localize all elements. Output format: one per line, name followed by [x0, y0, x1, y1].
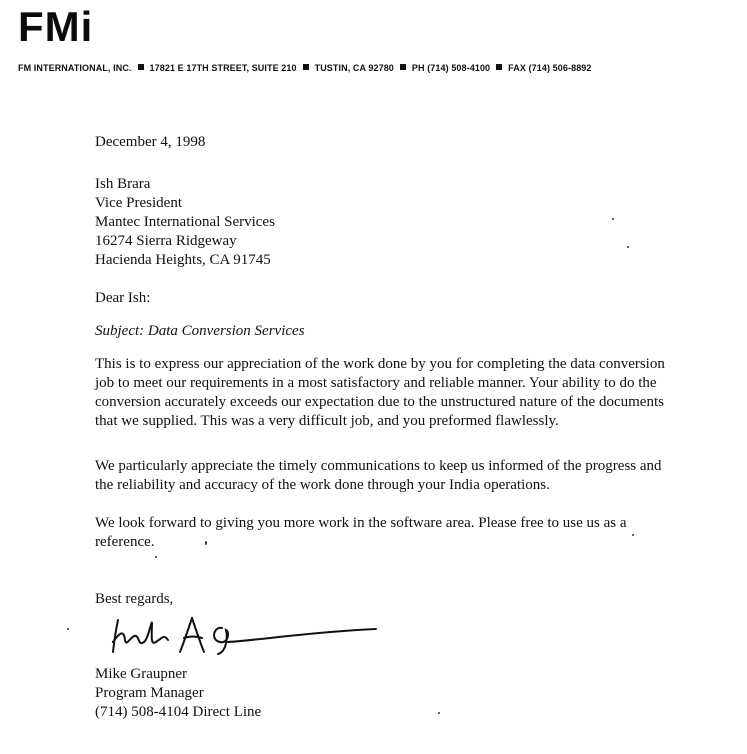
body-paragraph-2: [95, 457, 745, 495]
company-city: TUSTIN, CA 92780: [314, 63, 394, 73]
scan-speck: [438, 712, 440, 714]
company-fax: FAX (714) 506-8892: [508, 63, 592, 73]
scan-speck: [627, 246, 629, 248]
scan-speck: [155, 556, 157, 558]
scan-speck: [612, 218, 614, 220]
salutation: Dear Ish:: [95, 290, 151, 306]
subject-line: Subject: Data Conversion Services: [95, 323, 305, 339]
paragraph-line: This is to express our appreciation of the work done by you for completing the data conversion: [95, 356, 665, 372]
scan-speck: [67, 628, 69, 630]
company-name: FM INTERNATIONAL, INC.: [18, 63, 132, 73]
recipient-street: 16274 Sierra Ridgeway: [95, 233, 237, 249]
body-paragraph-3: [95, 514, 745, 552]
paragraph-line: reference.: [95, 534, 155, 550]
letter-date: December 4, 1998: [95, 134, 206, 150]
scan-speck: [205, 541, 207, 545]
recipient-city: Hacienda Heights, CA 91745: [95, 252, 271, 268]
handwritten-signature: [110, 612, 380, 657]
square-bullet-icon: [496, 64, 502, 70]
letterhead-contact-line: [18, 63, 740, 73]
paragraph-line: job to meet our requirements in a most satisfactory and reliable manner. Your ability to do the: [95, 375, 657, 391]
company-phone: PH (714) 508-4100: [411, 63, 491, 73]
square-bullet-icon: [400, 64, 406, 70]
paragraph-line: the reliability and accuracy of the work done through your India operations.: [95, 477, 550, 493]
body-paragraph-1: [95, 355, 745, 431]
paragraph-line: We look forward to giving you more work in the software area. Please free to use us as a: [95, 515, 627, 531]
sender-phone: (714) 508-4104 Direct Line: [95, 704, 262, 720]
recipient-address: [95, 175, 275, 270]
square-bullet-icon: [303, 64, 309, 70]
paragraph-line: that we supplied. This was a very difficult job, and you preformed flawlessly.: [95, 413, 559, 429]
sender-block: [95, 665, 261, 722]
recipient-name: Ish Brara: [95, 176, 151, 192]
sender-title: Program Manager: [95, 685, 204, 701]
paragraph-line: We particularly appreciate the timely communications to keep us informed of the progress and: [95, 458, 662, 474]
company-street: 17821 E 17TH STREET, SUITE 210: [149, 63, 297, 73]
recipient-title: Vice President: [95, 195, 182, 211]
sender-name: Mike Graupner: [95, 666, 188, 682]
paragraph-line: conversion accurately exceeds our expectation due to the unstructured nature of the documents: [95, 394, 664, 410]
closing: Best regards,: [95, 591, 174, 607]
company-logo: FMi: [18, 3, 94, 50]
scan-speck: [632, 534, 634, 536]
square-bullet-icon: [138, 64, 144, 70]
recipient-company: Mantec International Services: [95, 214, 275, 230]
